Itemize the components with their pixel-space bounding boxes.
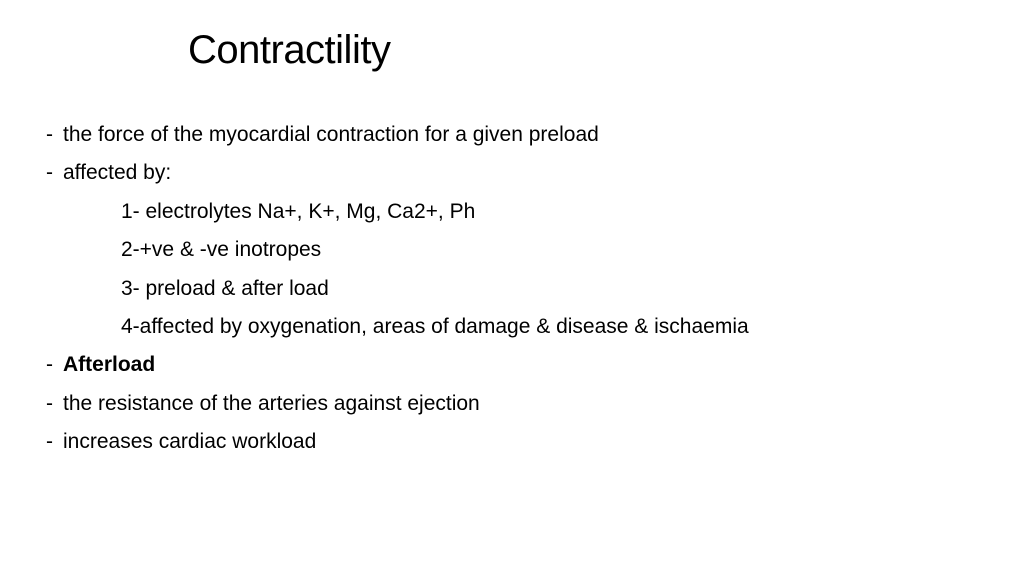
bullet-text: the force of the myocardial contraction for a given preload [63, 123, 599, 146]
sub-item [46, 233, 986, 271]
bullet-marker: - [46, 123, 53, 146]
bullet-text-heading: Afterload [63, 353, 156, 377]
sub-item-text: 1- electrolytes Na+, K+, Mg, Ca2+, Ph [121, 199, 476, 223]
bullet-item [46, 118, 986, 156]
bullet-text: increases cardiac workload [63, 430, 317, 454]
sub-item [46, 310, 986, 348]
bullet-item [46, 387, 986, 425]
bullet-text: affected by: [63, 161, 172, 185]
bullet-item [46, 156, 986, 194]
bullet-marker: - [46, 353, 53, 377]
sub-item-text: 2-+ve & -ve inotropes [121, 238, 322, 262]
sub-item [46, 272, 986, 310]
sub-item-text: 4-affected by oxygenation, areas of damage & disease & ischaemia [121, 314, 749, 338]
bullet-marker: - [46, 430, 53, 454]
bullet-item [46, 348, 986, 386]
bullet-text: the resistance of the arteries against ejection [63, 391, 480, 415]
bullet-list [46, 118, 986, 464]
slide-title: Contractility [188, 28, 391, 72]
bullet-marker: - [46, 161, 53, 185]
bullet-item [46, 425, 986, 463]
bullet-marker: - [46, 391, 53, 415]
sub-item [46, 195, 986, 233]
sub-item-text: 3- preload & after load [121, 276, 329, 300]
